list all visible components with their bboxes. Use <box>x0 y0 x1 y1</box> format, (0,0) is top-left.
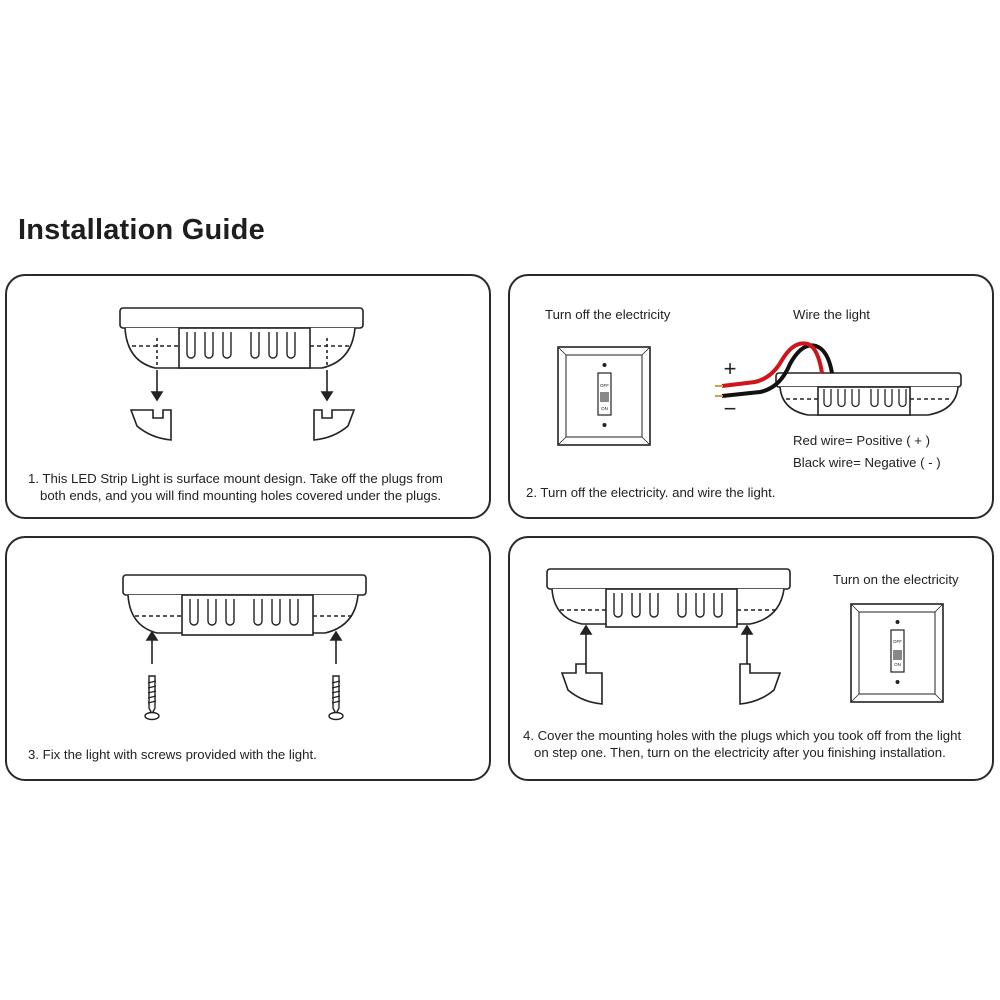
step-1-panel <box>5 274 491 519</box>
red-wire-note: Red wire= Positive ( + ) <box>793 433 931 448</box>
page-title: Installation Guide <box>18 214 265 246</box>
switch-off-label-2: OFF <box>893 639 902 644</box>
black-wire-note: Black wire= Negative ( - ) <box>793 455 941 470</box>
step-1-text-line-2: both ends, and you will find mounting holes covered under the plugs. <box>40 488 442 503</box>
switch-off-label: OFF <box>600 383 609 388</box>
step-1-text-line-1: 1. This LED Strip Light is surface mount design. Take off the plugs from <box>28 471 443 486</box>
step-2-caption: 2. Turn off the electricity. and wire the light. <box>526 485 776 500</box>
switch-on-label: ON <box>601 406 608 411</box>
step-3-panel <box>5 536 491 781</box>
screw-right <box>329 676 343 720</box>
step-4-panel <box>508 536 994 781</box>
plus-sign: + <box>723 356 737 381</box>
minus-sign: − <box>723 396 737 421</box>
step-3-caption: 3. Fix the light with screws provided with the light. <box>28 747 317 762</box>
step-2-panel <box>508 274 994 519</box>
light-switch-on <box>851 604 943 702</box>
turn-off-heading: Turn off the electricity <box>545 307 671 322</box>
step-4-text-line-2: on step one. Then, turn on the electricity after you finishing installation. <box>534 745 946 760</box>
screw-left <box>145 676 159 720</box>
turn-on-heading: Turn on the electricity <box>833 572 959 587</box>
step-4-text-line-1: 4. Cover the mounting holes with the plugs which you took off from the light <box>523 728 962 743</box>
light-switch-off <box>558 347 650 445</box>
wire-light-heading: Wire the light <box>793 307 870 322</box>
switch-on-label-2: ON <box>894 662 901 667</box>
